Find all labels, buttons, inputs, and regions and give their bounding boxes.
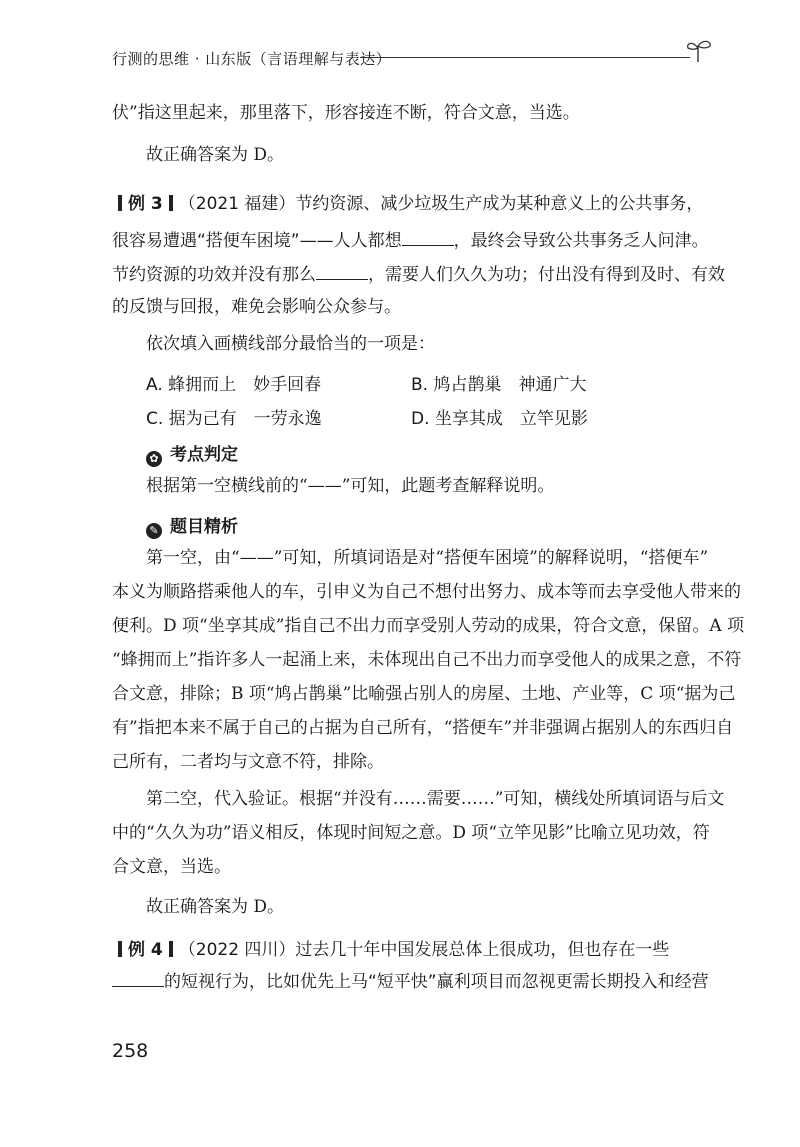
fill-blank [316,265,368,280]
example3-text2a: 很容易遭遇“搭便车困境”——人人都想 [112,231,402,251]
example4-line1 [112,940,722,960]
example3-text3a: 节约资源的功效并没有那么 [112,265,316,285]
header-title: 行测的思维 · 山东版（言语理解与表达） [112,50,392,68]
example3-line4: 的反馈与回报，难免会影响公众参与。 [112,297,401,317]
section-kaodian-text: 根据第一空横线前的“——”可知，此题考查解释说明。 [146,476,555,496]
example4-text1: （2022 四川）过去几十年中国发展总体上很成功，但也存在一些 [178,940,670,960]
answer-line: 故正确答案为 D。 [146,145,285,165]
section-jingxi-title: 题目精析 [170,517,238,537]
paragraph-continuation: 伏”指这里起来，那里落下，形容接连不断，符合文意，当选。 [112,103,580,123]
example4-line2 [112,972,722,992]
page-number: 258 [112,1040,149,1062]
bar-marker [169,941,173,957]
example3-text2b: ，最终会导致公共事务乏人问津。 [453,231,709,251]
header-rule [360,57,690,58]
example3-label: 例 3 [128,194,163,214]
analysis2-line: 合文意，当选。 [112,857,231,877]
sprout-icon [684,38,714,64]
example3-text3b: ，需要人们久久为功；付出没有得到及时、有效 [368,265,725,285]
fill-blank [402,231,454,246]
option-b: B. 鸠占鹊巢 神通广大 [411,375,587,395]
analysis-line: 有”指把本来不属于自己的占据为自己所有，“搭便车”并非强调占据别人的东西归自 [112,718,734,738]
analysis-line: “蜂拥而上”指许多人一起涌上来，未体现出自己不出力而享受他人的成果之意，不符 [112,650,742,670]
section-jingxi [146,512,238,539]
analysis-line: 己所有，二者均与文意不符，排除。 [112,752,384,772]
example3-line2 [112,231,722,251]
option-a: A. 蜂拥而上 妙手回春 [146,375,322,395]
example4-label: 例 4 [128,940,163,960]
section-kaodian [146,440,238,467]
analysis-line: 本义为顺路搭乘他人的车，引申义为自己不想付出努力、成本等而去享受他人带来的 [112,582,741,602]
analysis-line: 第一空，由“——”可知，所填词语是对“搭便车困境”的解释说明，“搭便车” [146,548,709,568]
analysis2-line: 中的“久久为功”语义相反，体现时间短之意。D 项“立竿见影”比喻立见功效，符 [112,823,710,843]
analysis-line: 便利。D 项“坐享其成”指自己不出力而享受别人劳动的成果，符合文意，保留。A 项 [112,616,745,636]
analysis2-line: 第二空，代入验证。根据“并没有……需要……”可知，横线处所填词语与后文 [146,789,725,809]
answer-line-2: 故正确答案为 D。 [146,897,285,917]
example3-question: 依次填入画横线部分最恰当的一项是： [146,334,435,354]
running-header [112,38,712,68]
bar-marker [118,195,122,211]
section-kaodian-title: 考点判定 [170,445,238,465]
gear-icon: ✿ [146,451,162,467]
bar-marker [169,195,173,211]
pencil-icon: ✎ [146,523,162,539]
example3-line3 [112,265,725,285]
example3-line1 [112,194,722,214]
option-d: D. 坐享其成 立竿见影 [411,409,588,429]
example4-text2: 的短视行为，比如优先上马“短平快”赢利项目而忽视更需长期投入和经营 [164,972,709,992]
fill-blank [112,972,164,987]
option-c: C. 据为己有 一劳永逸 [146,409,322,429]
analysis-line: 合文意，排除；B 项“鸠占鹊巢”比喻强占别人的房屋、土地、产业等，C 项“据为己 [112,684,736,704]
example3-text1: （2021 福建）节约资源、减少垃圾生产成为某种意义上的公共事务， [178,194,704,214]
bar-marker [118,941,122,957]
